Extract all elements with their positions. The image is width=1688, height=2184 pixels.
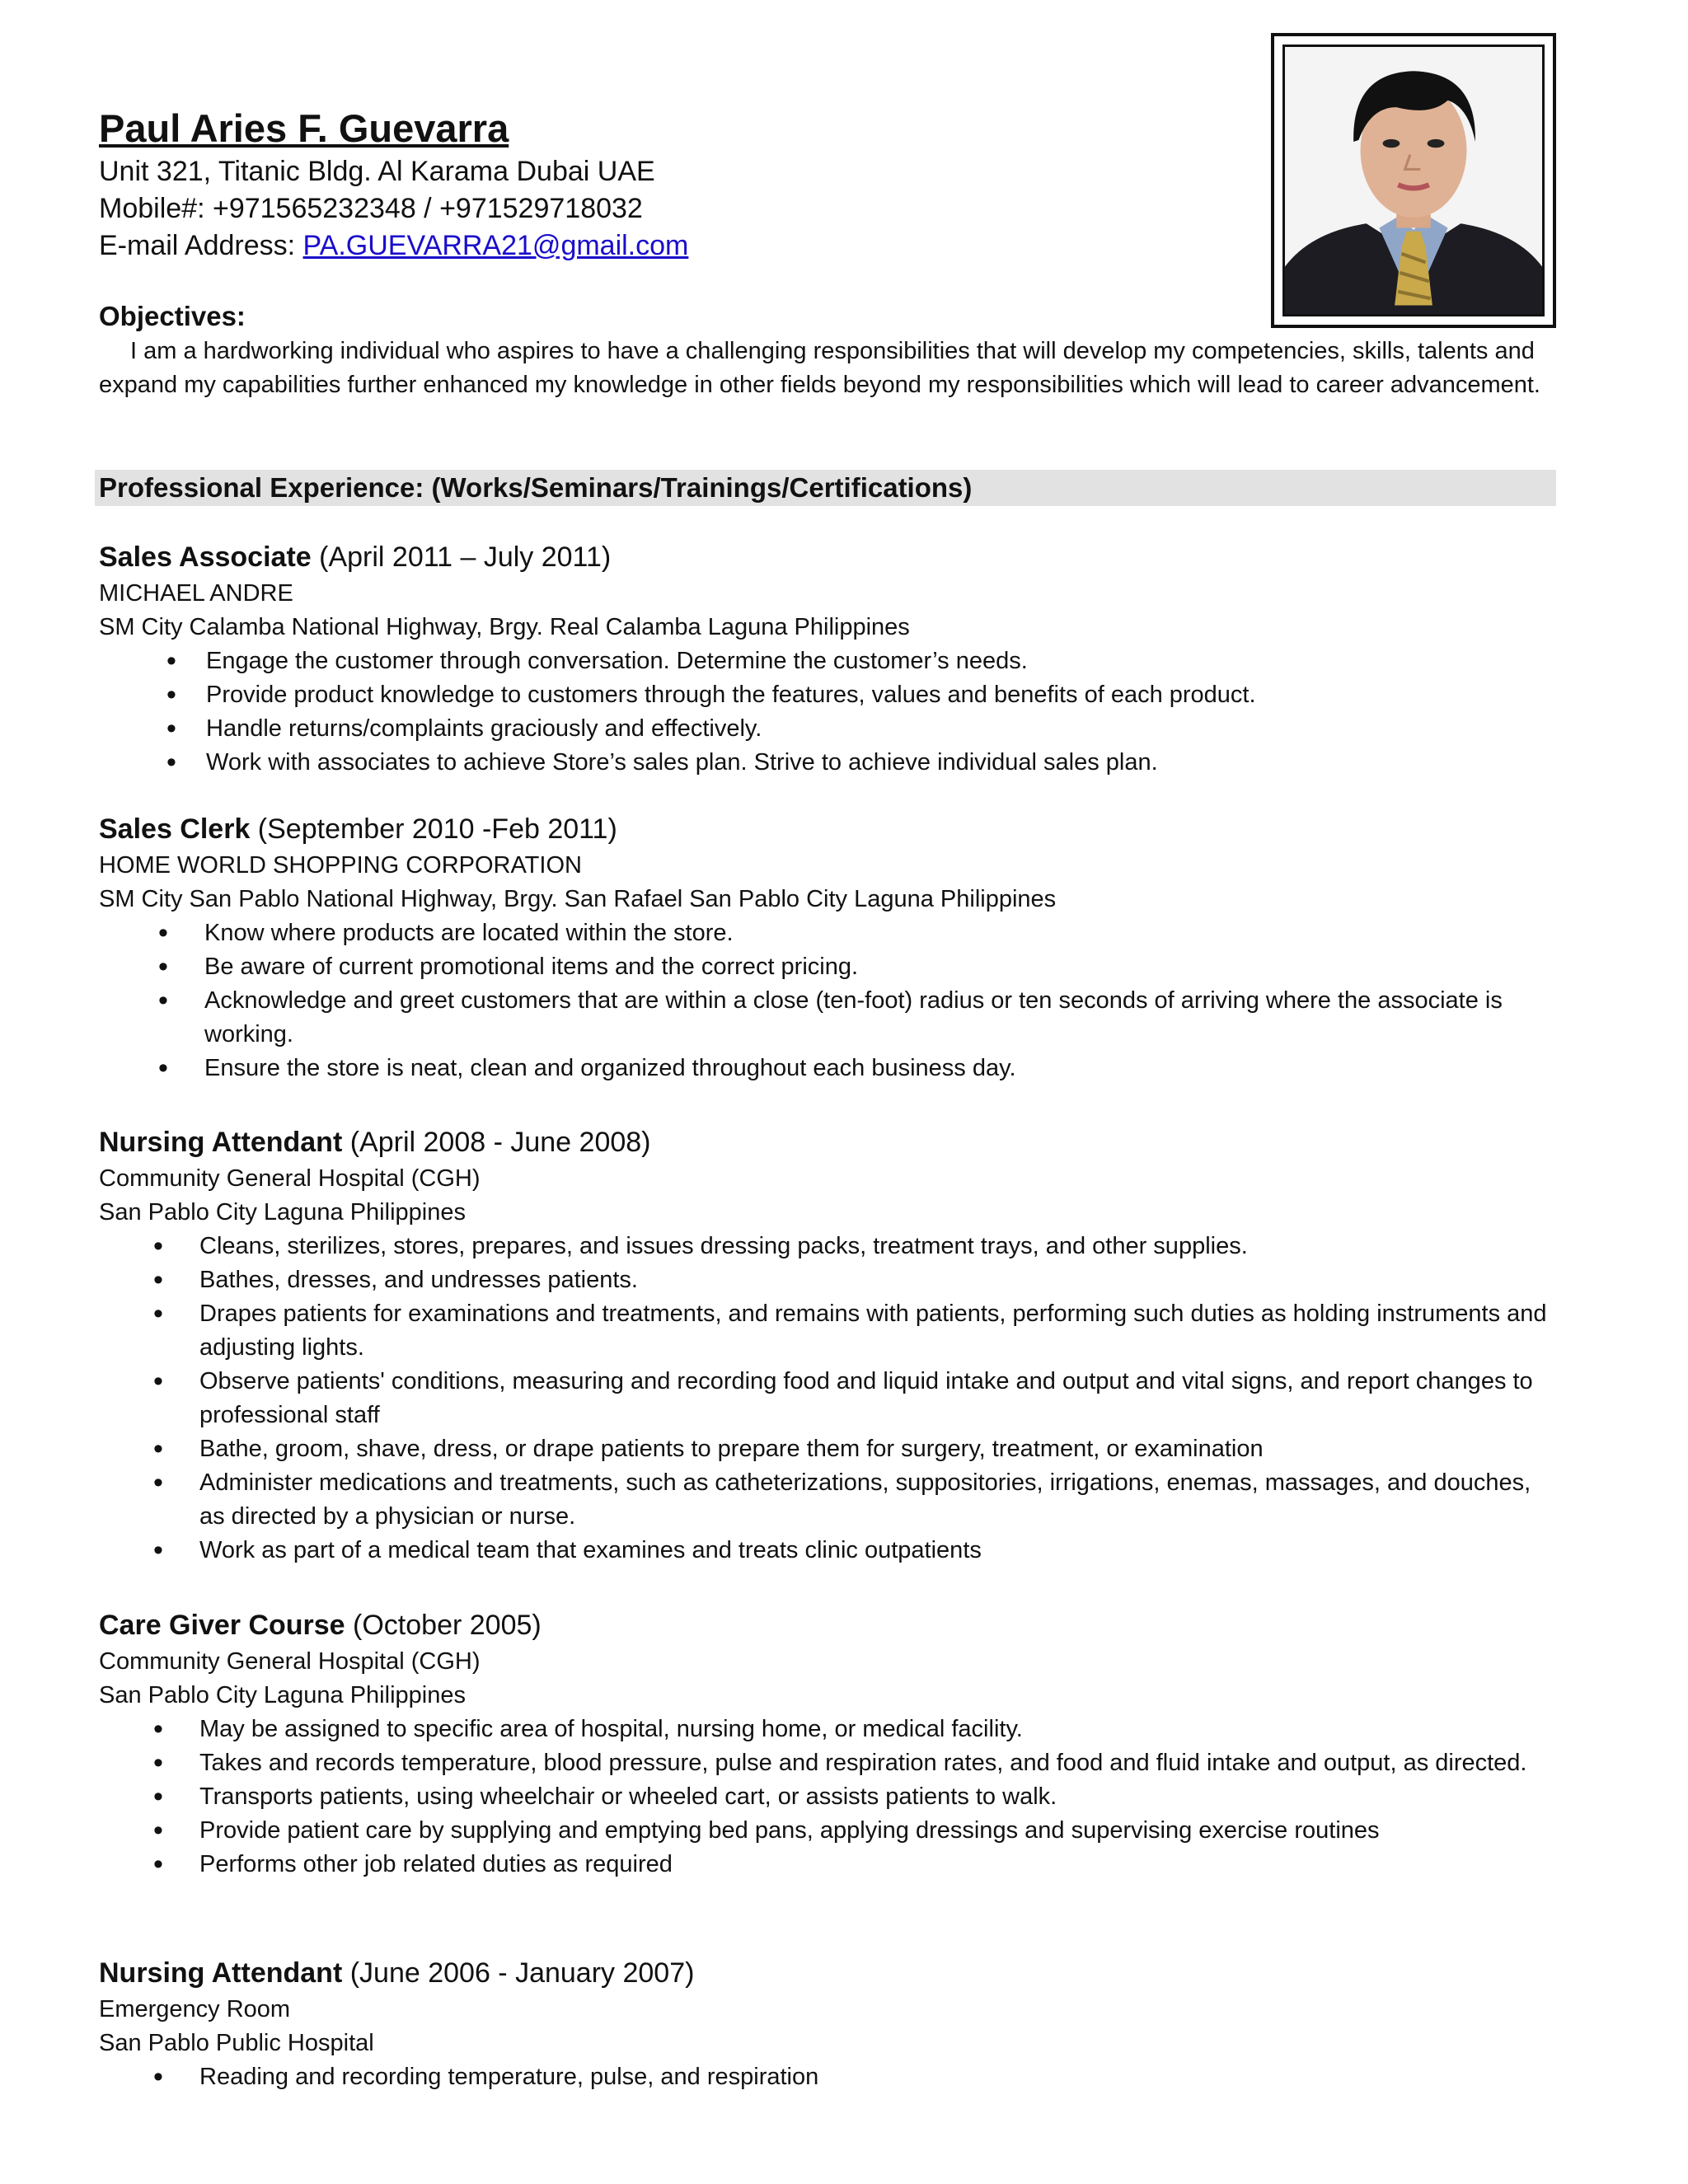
duty-item: • Performs other job related duties as required	[99, 1848, 1550, 1882]
job-title: Care Giver Course	[99, 1610, 345, 1641]
job-location: San Pablo City Laguna Philippines	[99, 1199, 466, 1226]
job-title-row	[99, 1605, 1550, 1645]
job-title: Sales Associate	[99, 541, 312, 573]
duty-item: • Handle returns/complaints graciously and effectively.	[99, 712, 1550, 746]
job-duties	[99, 644, 1550, 780]
duty-item: • Bathe, groom, shave, dress, or drape patients to prepare them for surgery, treatment, or examination	[99, 1432, 1550, 1466]
duty-item: • May be assigned to specific area of hospital, nursing home, or medical facility.	[99, 1713, 1550, 1746]
job-employer: Emergency Room	[99, 1996, 291, 2022]
duty-item: • Know where products are located within the store.	[99, 916, 1550, 950]
job-entry	[99, 809, 1550, 1085]
applicant-name: Paul Aries F. Guevarra	[99, 106, 509, 150]
job-employer: Community General Hospital (CGH)	[99, 1165, 481, 1192]
duty-item: • Engage the customer through conversation. Determine the customer’s needs.	[99, 644, 1550, 678]
duty-item: • Drapes patients for examinations and treatments, and remains with patients, performing such duties as holding instruments and adjusting lights.	[99, 1297, 1550, 1365]
duty-item: • Work with associates to achieve Store’s sales plan. Strive to achieve individual sales plan.	[99, 746, 1550, 780]
job-location: SM City San Pablo National Highway, Brgy. San Rafael San Pablo City Laguna Philippines	[99, 886, 1057, 912]
job-title-row	[99, 1122, 1550, 1162]
professional-experience-heading: Professional Experience: (Works/Seminars/Trainings/Certifications)	[95, 470, 1556, 506]
job-period: (September 2010 -Feb 2011)	[250, 813, 617, 845]
objectives-section	[99, 298, 1550, 402]
job-location: San Pablo City Laguna Philippines	[99, 1682, 466, 1708]
email-label: E-mail Address:	[99, 230, 303, 261]
job-period: (October 2005)	[345, 1610, 542, 1641]
duty-item: • Observe patients' conditions, measuring and recording food and liquid intake and output and vital signs, and report changes to professional staff	[99, 1365, 1550, 1432]
job-entry	[99, 537, 1550, 780]
duty-item: • Acknowledge and greet customers that are within a close (ten-foot) radius or ten seconds of arriving where the associate is working.	[99, 984, 1550, 1052]
photo-image	[1282, 45, 1545, 316]
duty-item: • Administer medications and treatments, such as catheterizations, suppositories, irrigations, enemas, massages, and douches, as directed by a physician or nurse.	[99, 1466, 1550, 1534]
job-title: Nursing Attendant	[99, 1127, 343, 1158]
job-period: (April 2008 - June 2008)	[342, 1127, 651, 1158]
job-period: (June 2006 - January 2007)	[342, 1957, 695, 1989]
job-employer: HOME WORLD SHOPPING CORPORATION	[99, 852, 582, 879]
job-entry	[99, 1953, 1550, 2094]
email-row	[99, 227, 1253, 265]
email-link[interactable]: PA.GUEVARRA21@gmail.com	[302, 230, 689, 261]
duty-item: • Cleans, sterilizes, stores, prepares, and issues dressing packs, treatment trays, and other supplies.	[99, 1230, 1550, 1263]
contact-header	[99, 104, 1253, 265]
duty-item: • Takes and records temperature, blood pressure, pulse and respiration rates, and food and fluid intake and output, as directed.	[99, 1746, 1550, 1780]
profile-photo	[1271, 33, 1556, 328]
job-location: San Pablo Public Hospital	[99, 2030, 374, 2056]
job-employer: MICHAEL ANDRE	[99, 580, 293, 607]
job-entry	[99, 1605, 1550, 1882]
objectives-label: Objectives:	[99, 301, 246, 331]
duty-item: • Ensure the store is neat, clean and organized throughout each business day.	[99, 1052, 1550, 1085]
job-duties	[99, 1713, 1550, 1882]
job-title-row	[99, 809, 1550, 849]
duty-item: • Transports patients, using wheelchair or wheeled cart, or assists patients to walk.	[99, 1780, 1550, 1814]
job-employer: Community General Hospital (CGH)	[99, 1648, 481, 1675]
job-title: Nursing Attendant	[99, 1957, 343, 1989]
job-duties	[99, 1230, 1550, 1568]
duty-item: • Work as part of a medical team that examines and treats clinic outpatients	[99, 1534, 1550, 1568]
duty-item: • Reading and recording temperature, pulse, and respiration	[99, 2060, 1550, 2094]
objectives-text: I am a hardworking individual who aspires to have a challenging responsibilities that will develop my competencies, skills, talents and expand my capabilities further enhanced my knowledge in other fields beyond my responsibilities which will lead to career advancement.	[99, 338, 1540, 398]
duty-item: • Provide patient care by supplying and emptying bed pans, applying dressings and supervising exercise routines	[99, 1814, 1550, 1848]
address: Unit 321, Titanic Bldg. Al Karama Dubai UAE	[99, 156, 655, 187]
job-period: (April 2011 – July 2011)	[311, 541, 612, 573]
job-location: SM City Calamba National Highway, Brgy. Real Calamba Laguna Philippines	[99, 614, 910, 640]
duty-item: • Be aware of current promotional items and the correct pricing.	[99, 950, 1550, 984]
job-title: Sales Clerk	[99, 813, 251, 845]
mobile-numbers: Mobile#: +971565232348 / +971529718032	[99, 193, 643, 224]
job-duties	[99, 2060, 1550, 2094]
job-duties	[99, 916, 1550, 1085]
duty-item: • Provide product knowledge to customers through the features, values and benefits of each product.	[99, 678, 1550, 712]
job-title-row	[99, 537, 1550, 577]
job-entry	[99, 1122, 1550, 1568]
duty-item: • Bathes, dresses, and undresses patients.	[99, 1263, 1550, 1297]
job-title-row	[99, 1953, 1550, 1993]
